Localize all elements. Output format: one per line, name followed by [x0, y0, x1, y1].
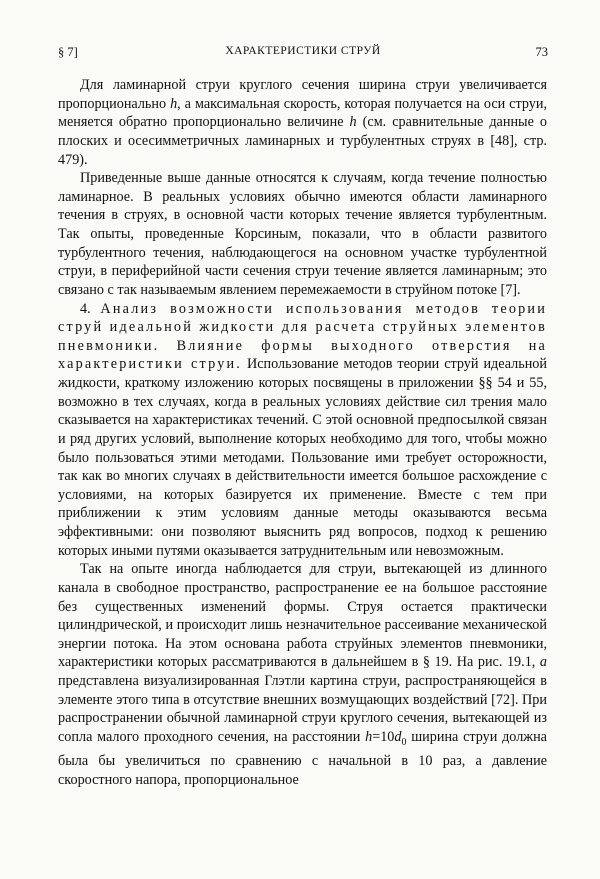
formula-eq: =10 [372, 728, 395, 745]
p1-text-c: (см. сравнительные данные о плоских и осесимметричных ламинарных и турбулентных струях в [48], стр. 479). [58, 114, 547, 168]
page-number: 73 [535, 45, 548, 59]
page-body [58, 76, 547, 790]
paragraph-3 [58, 300, 547, 561]
page-header [58, 45, 548, 65]
section-heading: Анализ возможности использования методов теории струй идеальной жидкости для расчета струйных элементов пневмоники. Влияние формы выходного отверстия на характеристики струи. [58, 300, 547, 373]
p1-h-symbol-1: h [170, 95, 178, 112]
formula [365, 728, 407, 748]
header-section: § 7] [58, 45, 78, 59]
formula-d: d [394, 728, 402, 745]
formula-subscript: 0 [401, 736, 407, 748]
paragraph-4 [58, 560, 547, 789]
p4-text-c: ширина струи должна была бы увеличиться по сравнению с начальной в 10 раз, а давление скоростного напора, пропорциональное [58, 728, 547, 788]
section-number: 4. [80, 300, 101, 317]
p4-text-b: представлена визуализированная Глэтли картина струи, распространяющейся в элементе этого типа в отсутствие внешних возмущающих воздействий [72]. При распространении обычной ламинарной струи круглого сечения, вытекающей из сопла малого проходного сечения, на расстоянии [58, 673, 547, 745]
p1-text-a: Для ламинарной струи круглого сечения ширина струи увеличивается пропорционально [58, 77, 547, 112]
paragraph-2: Приведенные выше данные относятся к случаям, когда течение полностью ламинарное. В реальных условиях обычно имеются области ламинарного течения в струях, в основной части которых течение является турбулентным. Так опыты, проведенные Корсиным, показали, что в области развитого турбулентного течения, наблюдающегося на основном участке турбулентной струи, в периферийной части сечения струи течение является ламинарным; это связано с так называемым явлением перемежаемости в струйном потоке [7]. [58, 170, 547, 298]
paragraph-1 [58, 76, 547, 169]
p3-body: Использование методов теории струй идеальной жидкости, краткому изложению которых посвящены в приложении §§ 54 и 55, возможно в тех случаях, когда в реальных условиях действие сил трения мало сказывается на характеристиках течений. С этой основной предпосылкой связан и ряд других условий, выполнение которых необходимо для того, чтобы можно было пользоваться этими методами. Пользование ими требует осторожности, так как во многих случаях в действительности имеется большое расхождение с условиями, на которых базируется их применение. Вместе с тем при приближении к этим условиям данные методы оказываются весьма эффективными: они позволяют выяснить ряд вопросов, подход к решению которых иными путями оказывается затруднительным или невозможным. [58, 356, 547, 559]
figure-letter: а [539, 654, 547, 671]
header-title: ХАРАКТЕРИСТИКИ СТРУЙ [225, 45, 381, 57]
p1-h-symbol-2: h [349, 114, 357, 131]
p1-text-b: , а максимальная скорость, которая получается на оси струи, меняется обратно пропорционально величине [58, 95, 547, 131]
p4-text-a: Так на опыте иногда наблюдается для струи, вытекающей из длинного канала в свободное пространство, распространение ее на большое расстояние без существенных изменений формы. Струя остается практически цилиндрической, и происходит лишь незначительное рассеивание механической энергии потока. На этом основана работа струйных элементов пневмоники, характеристики которых рассматриваются в дальнейшем в § 19. На рис. 19.1, [58, 561, 547, 671]
formula-h: h [365, 728, 373, 745]
